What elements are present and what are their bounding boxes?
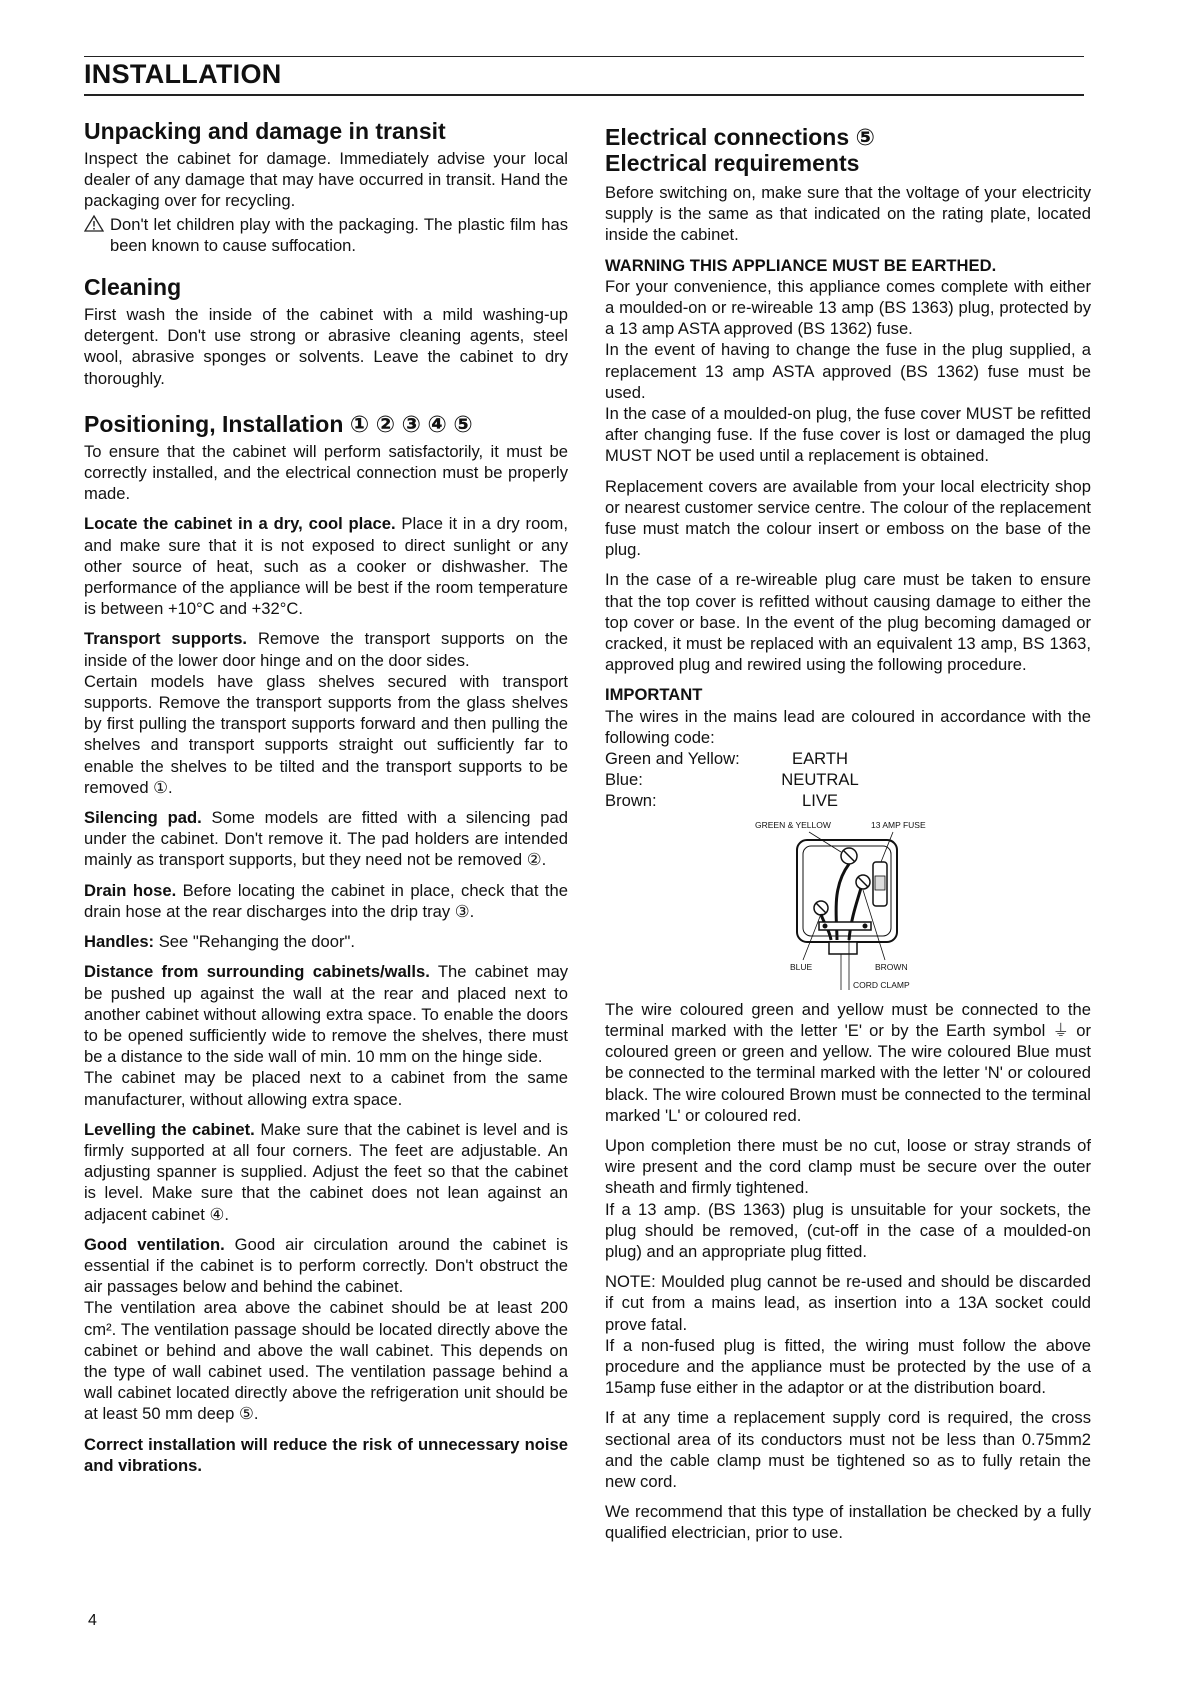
heading-unpacking: Unpacking and damage in transit [84, 118, 446, 144]
drain-paragraph [84, 880, 568, 922]
diagram-label-fuse: 13 AMP FUSE [871, 819, 926, 830]
silencing-paragraph [84, 807, 568, 871]
section-positioning [84, 411, 568, 1476]
levelling-paragraph [84, 1119, 568, 1225]
silencing-lead: Silencing pad. [84, 808, 202, 828]
rewireable-plug-paragraph: In the case of a re-wireable plug care must be taken to ensure that the top cover is refitted without causing damage to either the top cover or base. In the event of the plug becoming damaged or cracked, it must be replaced with an equivalent 13 amp, BS 1363, approved plug and rewired using the following procedure. [605, 570, 1091, 675]
locate-lead: Locate the cabinet in a dry, cool place. [84, 514, 396, 534]
earthed-warning: WARNING THIS APPLIANCE MUST BE EARTHED. [605, 255, 997, 275]
transport-paragraph [84, 628, 568, 670]
diagram-label-cord-clamp: CORD CLAMP [853, 979, 910, 990]
diagram-label-brown: BROWN [875, 961, 908, 972]
replacement-cord-paragraph: If at any time a replacement supply cord is required, the cross sectional area of its conductors must not be less than 0.75mm2 and the cable clamp must be tightened so as to fully retain the new cord. [605, 1408, 1091, 1491]
distance-paragraph-2: The cabinet may be placed next to a cabinet from the same manufacturer, without allowing extra space. [84, 1068, 568, 1109]
plug-wiring-diagram [605, 818, 1091, 993]
plug-paragraph: For your convenience, this appliance comes complete with either a moulded-on or re-wireable 13 amp (BS 1363) plug, protected by a 13 amp ASTA approved (BS 1362) fuse. [605, 276, 1091, 339]
cleaning-paragraph: First wash the inside of the cabinet with a mild washing-up detergent. Don't use strong or abrasive cleaning agents, steel wool, abrasive sponges or solvents. Leave the cabinet to dry thoroughly. [84, 305, 568, 388]
non-fused-paragraph: If a non-fused plug is fitted, the wiring must follow the above procedure and the appliance must be protected by the use of a 15amp fuse either in the adaptor or at the distribution board. [605, 1335, 1091, 1398]
drain-lead: Drain hose. [84, 880, 177, 900]
distance-text: The cabinet may be pushed up against the wall at the rear and placed next to another cabinet without allowing extra space. To enable the doors to be opened sufficiently wide to remove the shelves, there must be a distance to the side wall of min. 10 mm on the hinge side. [84, 962, 568, 1067]
handles-lead: Handles: [84, 932, 155, 952]
wire-meaning: EARTH [792, 749, 848, 769]
completion-paragraph: Upon completion there must be no cut, loose or stray strands of wire present and the cord clamp must be secure over the outer sheath and firmly tightened. [605, 1135, 1091, 1198]
locate-paragraph [84, 513, 568, 619]
header-rule-top [84, 56, 1084, 57]
handles-text: See "Rehanging the door". [154, 932, 355, 952]
wire-color: Blue: [605, 770, 643, 790]
page-title: INSTALLATION [84, 59, 282, 89]
diagram-label-blue: BLUE [790, 961, 813, 972]
levelling-text: Make sure that the cabinet is level and is firmly supported at all four corners. The feet are adjustable. An adjusting spanner is supplied. Adjust the feet so that the cabinet is level. Make sure that the cabinet does not lean against an adjacent cabinet ④. [84, 1119, 568, 1224]
fuse-cover-paragraph: In the case of a moulded-on plug, the fuse cover MUST be refitted after changing fuse. If the fuse cover is lost or damaged the plug MUST NOT be used until a replacement is obtained. [605, 404, 1091, 466]
drain-text: Before locating the cabinet in place, check that the drain hose at the rear discharges into the drip tray ③. [84, 880, 568, 921]
fuse-change-paragraph: In the event of having to change the fuse in the plug supplied, a replacement 13 amp ASTA approved (BS 1362) fuse must be used. [605, 340, 1091, 402]
heading-electrical-requirements: Electrical requirements [605, 150, 860, 176]
plug-illustration [605, 818, 1091, 993]
left-column [84, 118, 568, 1485]
wire-meaning: LIVE [802, 791, 838, 811]
section-cleaning [84, 274, 568, 389]
heading-electrical-connections: Electrical connections ⑤ [605, 124, 876, 150]
handles-paragraph [84, 931, 568, 952]
warning-triangle-icon [84, 214, 104, 233]
silencing-text: Some models are fitted with a silencing pad under the cabinet. Don't remove it. The pad holders are intended mainly as transport supports, but they need not be removed ②. [84, 808, 568, 870]
ventilation-paragraph [84, 1234, 568, 1298]
transport-paragraph-2: Certain models have glass shelves secured with transport supports. Remove the transport supports from the glass shelves by first pulling the transport supports forward and then pulling the shelves and transport supports straight out sufficiently far to enable the shelves to be tilted and the transport supports to be removed ①. [84, 671, 568, 797]
wire-color: Brown: [605, 791, 657, 811]
header-rule-bottom [84, 94, 1084, 96]
wire-code-intro: The wires in the mains lead are coloured in accordance with the following code: [605, 706, 1091, 747]
transport-lead: Transport supports. [84, 629, 248, 649]
positioning-intro: To ensure that the cabinet will perform satisfactorily, it must be correctly installed, and the electrical connection must be properly made. [84, 441, 568, 504]
wire-meaning: NEUTRAL [781, 770, 859, 790]
unpacking-paragraph: Inspect the cabinet for damage. Immediately advise your local dealer of any damage that may have occurred in transit. Hand the packaging over for recycling. [84, 149, 568, 211]
diagram-label-green-yellow: GREEN & YELLOW [755, 819, 831, 830]
packaging-warning-text: Don't let children play with the packaging. The plastic film has been known to cause suffocation. [110, 214, 568, 255]
heading-positioning: Positioning, Installation ① ② ③ ④ ⑤ [84, 410, 473, 437]
important-title: IMPORTANT [605, 685, 703, 705]
replacement-covers-paragraph: Replacement covers are available from your local electricity shop or nearest customer service centre. The colour of the replacement fuse must match the colour insert or emboss on the base of the plug. [605, 476, 1091, 560]
page-number: 4 [88, 1612, 97, 1629]
ventilation-text: Good air circulation around the cabinet is essential if the cabinet is to perform correctly. Don't obstruct the air passages below and behind the cabinet. [84, 1234, 568, 1297]
ventilation-paragraph-2: The ventilation area above the cabinet should be at least 200 cm². The ventilation passage should be located directly above the cabinet or behind and above the wall cabinet. This depends on the type of wall cabinet used. The ventilation passage behind a wall cabinet located directly above the refrigeration unit should be at least 50 mm deep ⑤. [84, 1298, 568, 1424]
ventilation-lead: Good ventilation. [84, 1234, 225, 1254]
levelling-lead: Levelling the cabinet. [84, 1119, 255, 1139]
wire-code-table [605, 748, 1091, 812]
packaging-warning [84, 214, 568, 256]
wire-color: Green and Yellow: [605, 749, 740, 769]
voltage-paragraph: Before switching on, make sure that the voltage of your electricity supply is the same as that indicated on the rating plate, located inside the cabinet. [605, 183, 1091, 245]
locate-text: Place it in a dry room, and make sure that it is not exposed to direct sunlight or any other source of heat, such as a cooker or dishwasher. The performance of the appliance will be best if the room temperature is between +10°C and +32°C. [84, 514, 568, 619]
right-column [605, 124, 1091, 1553]
section-unpacking [84, 118, 568, 256]
terminal-connection-paragraph: The wire coloured green and yellow must be connected to the terminal marked with the letter 'E' or by the Earth symbol ⏚ or coloured green or green and yellow. The wire coloured Blue must be connected to the terminal marked with the letter 'N' or coloured black. The wire coloured Brown must be connected to the terminal marked 'L' or coloured red. [605, 999, 1091, 1125]
distance-paragraph [84, 961, 568, 1067]
distance-lead: Distance from surrounding cabinets/walls. [84, 962, 430, 982]
recommendation-paragraph: We recommend that this type of installation be checked by a fully qualified electrician, prior to use. [605, 1502, 1091, 1543]
note-paragraph: NOTE: Moulded plug cannot be re-used and should be discarded if cut from a mains lead, as insertion into a 13A socket could prove fatal. [605, 1272, 1091, 1334]
heading-cleaning: Cleaning [84, 274, 182, 301]
final-note: Correct installation will reduce the risk of unnecessary noise and vibrations. [84, 1434, 568, 1475]
transport-text: Remove the transport supports on the inside of the lower door hinge and on the door sides. [84, 629, 569, 670]
unsuitable-plug-paragraph: If a 13 amp. (BS 1363) plug is unsuitable for your sockets, the plug should be removed, (cut-off in the case of a moulded-on plug) and an appropriate plug fitted. [605, 1199, 1091, 1261]
